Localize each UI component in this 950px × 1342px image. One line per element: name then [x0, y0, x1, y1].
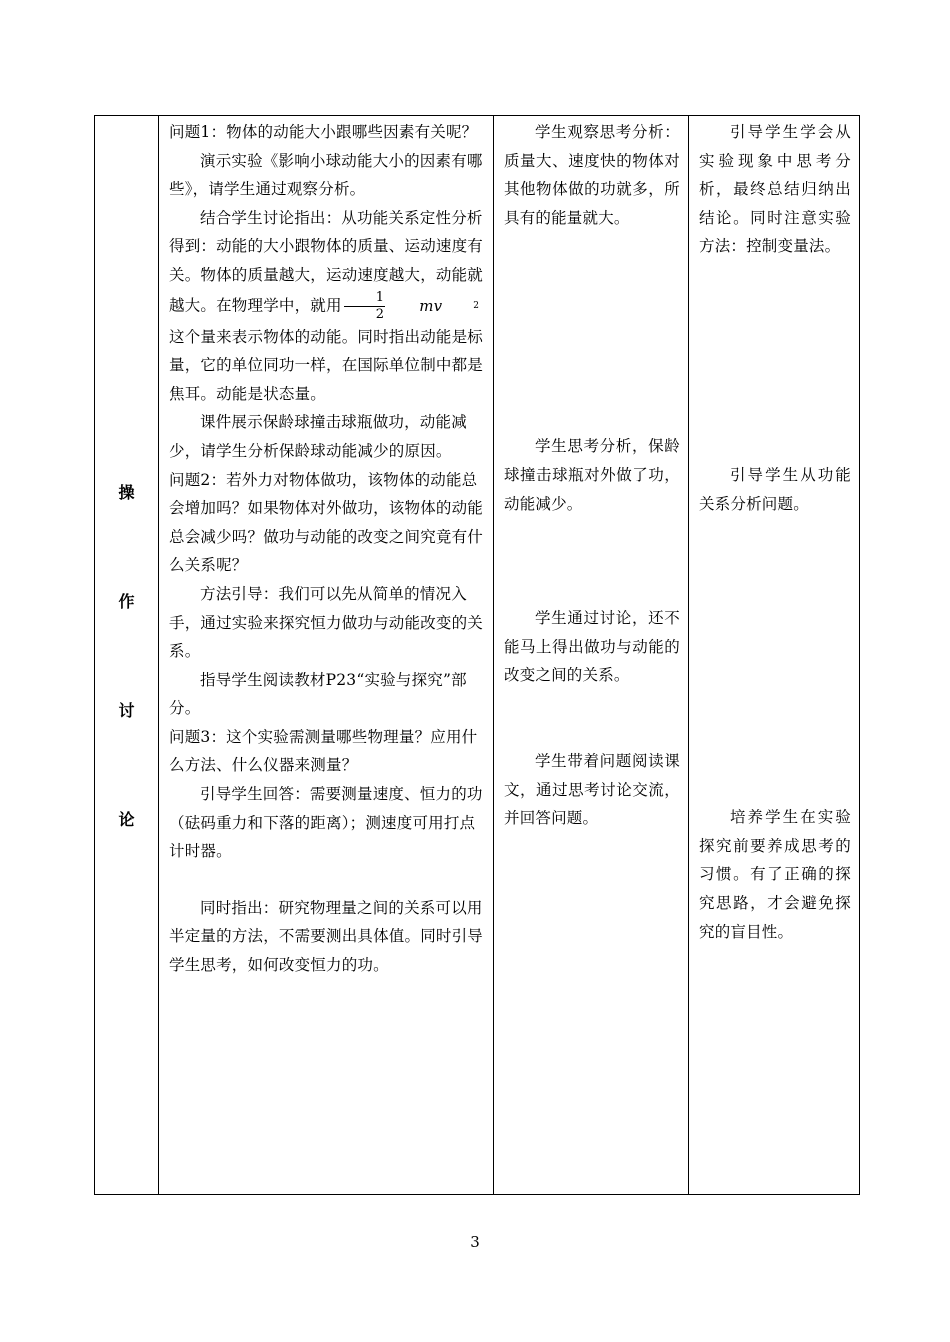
stage-char: 讨: [118, 701, 135, 720]
lesson-table: [94, 115, 860, 1195]
formula-denominator: 2: [375, 306, 385, 322]
design-intent-cell: [689, 116, 860, 1195]
question-3: 问题3：这个实验需测量哪些物理量？应用什么方法、什么仪器来测量？: [169, 727, 478, 775]
student-activity: [494, 116, 688, 833]
discussion-part-b: 这个量来表示物体的动能。同时指出动能是标量，它的单位同功一样，在国际单位制中都是焦耳。动能是状态量。: [169, 327, 484, 403]
spacer: [169, 866, 485, 894]
teacher-activity-cell: [159, 116, 494, 1195]
student-note-2: 学生思考分析，保龄球撞击球瓶对外做了功，动能减少。: [504, 437, 680, 513]
teacher-activity: [159, 116, 493, 980]
note-text: 同时指出：研究物理量之间的关系可以用半定量的方法，不需要测出具体值。同时引导学生思考，如何改变恒力的功。: [169, 898, 484, 975]
design-intent: [689, 116, 859, 946]
answer-text: 引导学生回答：需要测量速度、恒力的功（砝码重力和下落的距离）；测速度可用打点计时器。: [169, 785, 483, 861]
discussion-text: [169, 204, 485, 409]
bowling-text: 课件展示保龄球撞击球瓶做功，动能减少，请学生分析保龄球动能减少的原因。: [169, 413, 467, 460]
table-row: [95, 116, 860, 1195]
kinetic-energy-formula: [344, 290, 480, 323]
formula-exponent: 2: [473, 300, 480, 311]
question-1: 问题1：物体的动能大小跟哪些因素有关呢？: [169, 123, 478, 141]
intent-note-1: 引导学生学会从实验现象中思考分析，最终总结归纳出结论。同时注意实验方法：控制变量法。: [699, 123, 851, 256]
formula-fraction: [344, 290, 385, 323]
discussion-part-a: 结合学生讨论指出：从功能关系定性分析得到：动能的大小跟物体的质量、运动速度有关。物体的质量越大，运动速度越大，动能就越大。在物理学中，就用: [169, 208, 484, 315]
intent-note-3: 培养学生在实验探究前要养成思考的习惯。有了正确的探究思路，才会避免探究的盲目性。: [699, 808, 851, 941]
stage-char: 论: [118, 810, 135, 829]
question-2: 问题2：若外力对物体做功，该物体的动能总会增加吗？如果物体对外做功，该物体的动能总会减少吗？做功与动能的改变之间究竟有什么关系呢？: [169, 470, 484, 575]
stage-char: 作: [118, 592, 135, 611]
page-number: 3: [470, 1233, 480, 1251]
formula-numerator: 1: [344, 290, 385, 307]
stage-char: 操: [118, 483, 135, 502]
student-note-4: 学生带着问题阅读课文，通过思考讨论交流，并回答问题。: [504, 751, 680, 828]
method-text: 方法引导：我们可以先从简单的情况入手，通过实验来探究恒力做功与动能改变的关系。: [169, 584, 484, 661]
student-note-3: 学生通过讨论，还不能马上得出做功与动能的改变之间的关系。: [504, 609, 680, 685]
student-activity-cell: [494, 116, 689, 1195]
reading-text: 指导学生阅读教材P23“实验与探究”部分。: [169, 670, 467, 718]
demo-text: 演示实验《影响小球动能大小的因素有哪些》，请学生通过观察分析。: [169, 151, 483, 199]
student-note-1: 学生观察思考分析：质量大、速度快的物体对其他物体做的功就多，所具有的能量就大。: [504, 123, 680, 227]
intent-note-2: 引导学生从功能关系分析问题。: [699, 465, 851, 513]
formula-variable: mv: [419, 296, 443, 315]
stage-label: [95, 116, 158, 1194]
stage-cell: [95, 116, 159, 1195]
